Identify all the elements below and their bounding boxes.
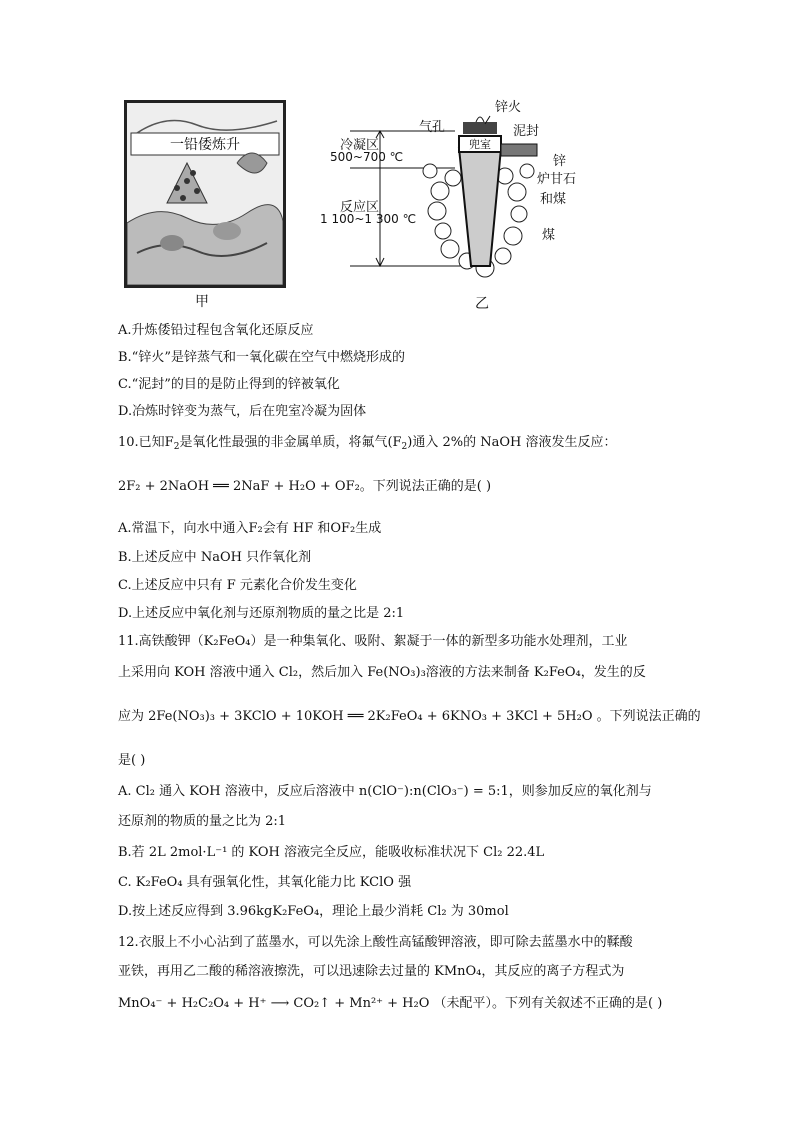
q11-stem-line-4: 是( ) [118,753,146,768]
q11-stem-line-2: 上采用向 KOH 溶液中通入 Cl₂，然后加入 Fe(NO₃)₃溶液的方法来制备 K₂FeO₄，发生的反 [118,665,646,680]
q10-option-d: D.上述反应中氧化剂与还原剂物质的量之比是 2:1 [118,606,405,621]
and-coal-label: 和煤 [540,192,567,207]
q9-option-c: C.“泥封”的目的是防止得到的锌被氧化 [118,377,340,392]
figure-yi-diagram [320,96,585,306]
calamine-label: 炉甘石 [537,172,577,187]
dou-room-label: 兜室 [469,138,491,151]
q9-option-d: D.冶炼时锌变为蒸气，后在兜室冷凝为固体 [118,404,367,419]
q11-option-b: B.若 2L 2mol·L⁻¹ 的 KOH 溶液完全反应，能吸收标准状况下 Cl₂ 22.4L [118,845,545,860]
q11-option-a-line-1: A. Cl₂ 通入 KOH 溶液中，反应后溶液中 n(ClO⁻):n(ClO₃⁻) = 5:1，则参加反应的氧化剂与 [118,784,652,799]
q11-option-a-line-2: 还原剂的物质的量之比为 2:1 [118,814,287,829]
mud-seal-label: 泥封 [513,124,540,139]
q12-stem-line-3: MnO₄⁻ + H₂C₂O₄ + H⁺ ⟶ CO₂↑ + Mn²⁺ + H₂O （未配平）。下列有关叙述不正确的是( ) [118,996,663,1011]
q11-stem-line-3: 应为 2Fe(NO₃)₃ + 3KClO + 10KOH ══ 2K₂FeO₄ + 6KNO₃ + 3KCl + 5H₂O 。下列说法正确的 [118,709,701,724]
coal-label: 煤 [542,228,556,243]
reaction-temp-label: 1 100~1 300 ℃ [320,212,417,226]
q9-option-b: B.“锌火”是锌蒸气和一氧化碳在空气中燃烧形成的 [118,350,405,365]
q10-option-a: A.常温下，向水中通入F₂会有 HF 和OF₂生成 [118,521,382,536]
q11-option-c: C. K₂FeO₄ 具有强氧化性，其氧化能力比 KClO 强 [118,875,412,890]
condense-zone-label: 冷凝区 [340,138,380,153]
q10-equation: 2F₂ + 2NaOH ══ 2NaF + H₂O + OF₂ [118,479,360,494]
q12-stem-line-2: 亚铁，再用乙二酸的稀溶液擦洗，可以迅速除去过量的 KMnO₄，其反应的离子方程式为 [118,964,625,979]
condense-temp-label: 500~700 ℃ [330,150,404,164]
q10-option-b: B.上述反应中 NaOH 只作氧化剂 [118,550,312,565]
q10-option-c: C.上述反应中只有 F 元素化合价发生变化 [118,578,357,593]
q11-option-d: D.按上述反应得到 3.96kgK₂FeO₄，理论上最少消耗 Cl₂ 为 30mol [118,904,509,919]
figure-yi-caption: 乙 [475,296,489,312]
q12-stem-line-1: 12.衣服上不小心沾到了蓝墨水，可以先涂上酸性高锰酸钾溶液，即可除去蓝墨水中的鞣酸 [118,935,633,950]
gas-hole-label: 气孔 [419,120,446,135]
landscape-illustration [127,103,283,285]
zinc-label: 锌 [553,154,567,169]
q10-stem: 10.已知$F_2$是氧化性最强的非金属单质，将氟气$(F_2)$通入 2%的 NaOH 溶液发生反应： [118,435,617,452]
banner-text: 一铅倭炼升 [170,137,240,153]
reaction-zone-label: 反应区 [340,200,380,215]
q10-equation-line: 2F₂ + 2NaOH ══ 2NaF + H₂O + OF₂。下列说法正确的是( ) [118,479,492,494]
figure-jia-caption: 甲 [195,294,209,310]
zinc-fire-label: 锌火 [495,100,522,115]
q11-stem-line-1: 11.高铁酸钾（K₂FeO₄）是一种集氧化、吸附、絮凝于一体的新型多功能水处理剂，工业 [118,634,628,649]
q9-option-a: A.升炼倭铅过程包含氧化还原反应 [118,323,314,338]
figure-jia-image [124,100,286,288]
